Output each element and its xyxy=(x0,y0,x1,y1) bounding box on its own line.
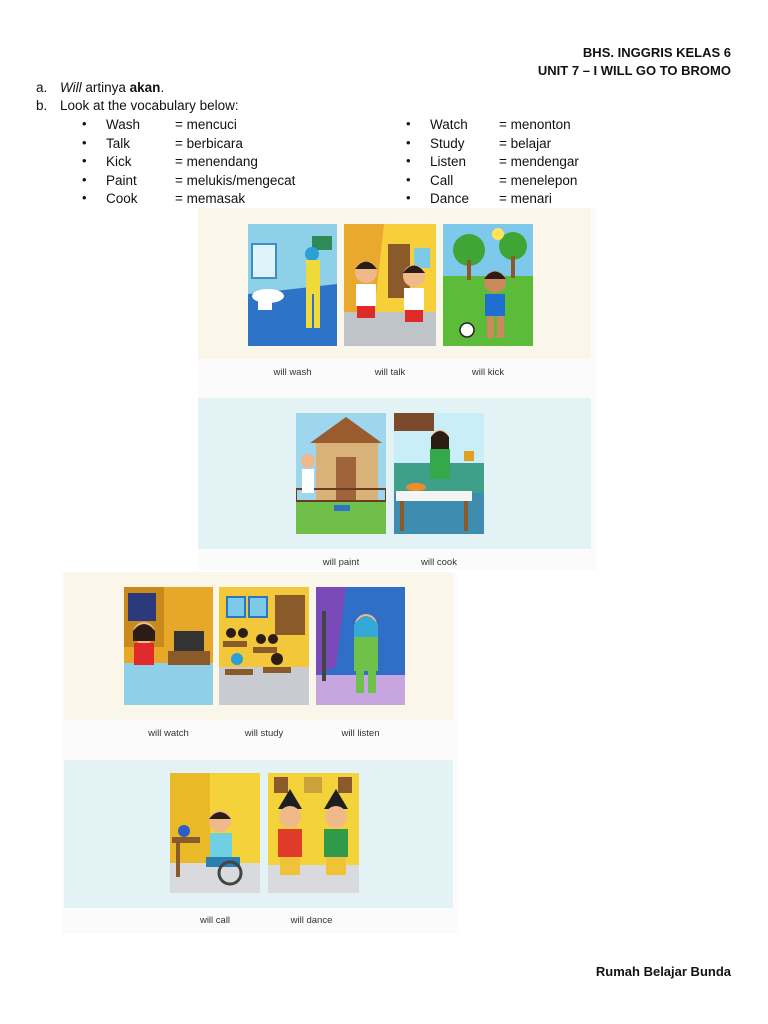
vocab-item: • Cook = memasak xyxy=(82,190,382,209)
study-illustration xyxy=(219,587,309,705)
call-illustration xyxy=(170,773,260,893)
item-a-marker: a. xyxy=(36,80,48,95)
vocab-item: • Talk = berbicara xyxy=(82,135,382,154)
caption-will-call: will call xyxy=(199,915,231,926)
header-unit: UNIT 7 – I WILL GO TO BROMO xyxy=(537,63,731,78)
watch-illustration xyxy=(124,587,213,705)
caption-will-study: will study xyxy=(244,728,284,739)
item-a-text: artinya xyxy=(81,80,130,95)
vocab-meaning: = memasak xyxy=(175,191,246,206)
vocab-item: • Study = belajar xyxy=(406,135,706,154)
vocab-meaning: = menari xyxy=(499,191,552,206)
item-a-end: . xyxy=(160,80,165,95)
talk-illustration xyxy=(344,224,436,346)
caption-will-listen: will listen xyxy=(341,728,380,739)
caption-will-cook: will cook xyxy=(421,557,457,568)
vocab-meaning: = berbicara xyxy=(175,135,243,151)
vocab-word: Cook xyxy=(106,191,138,206)
vocab-meaning: = menonton xyxy=(499,117,571,132)
caption-will-watch: will watch xyxy=(148,728,189,739)
vocab-word: Wash xyxy=(106,117,141,132)
kick-illustration xyxy=(443,224,533,346)
wash-illustration xyxy=(248,224,337,346)
item-b-text: Look at the vocabulary below: xyxy=(60,98,239,113)
vocab-item: • Dance = menari xyxy=(406,190,706,209)
vocab-meaning: = mencuci xyxy=(175,117,237,132)
vocab-word: Listen xyxy=(430,154,467,169)
vocab-item: • Listen = mendengar xyxy=(406,153,706,172)
vocab-word: Paint xyxy=(106,172,137,188)
caption-will-talk: will talk xyxy=(374,367,406,378)
vocab-word: Kick xyxy=(106,154,132,169)
dance-illustration xyxy=(268,773,359,893)
vocab-meaning: = melukis/mengecat xyxy=(175,172,296,188)
vocab-word: Dance xyxy=(430,191,470,206)
vocab-item: • Wash = mencuci xyxy=(82,116,382,135)
will-word: Will xyxy=(60,80,82,95)
item-b xyxy=(36,98,239,113)
caption-will-kick: will kick xyxy=(471,367,505,378)
akan-word: akan xyxy=(129,80,161,95)
vocab-meaning: = menendang xyxy=(175,154,258,169)
vocab-item: • Call = menelepon xyxy=(406,172,706,191)
vocab-word: Study xyxy=(430,135,465,151)
caption-will-dance: will dance xyxy=(290,915,333,926)
vocab-word: Talk xyxy=(106,135,131,151)
vocab-item: • Kick = menendang xyxy=(82,153,382,172)
paint-illustration xyxy=(296,413,386,534)
header-title: BHS. INGGRIS KELAS 6 xyxy=(582,45,731,60)
cook-illustration xyxy=(394,413,484,534)
caption-will-paint: will paint xyxy=(322,557,360,568)
vocab-item: • Paint = melukis/mengecat xyxy=(82,172,382,191)
vocab-meaning: = mendengar xyxy=(499,154,579,169)
vocab-meaning: = menelepon xyxy=(499,172,578,188)
caption-will-wash: will wash xyxy=(273,367,312,378)
vocab-word: Call xyxy=(430,172,454,188)
vocab-list-right xyxy=(406,116,706,209)
item-b-marker: b. xyxy=(36,98,48,113)
vocab-word: Watch xyxy=(430,117,468,132)
listen-illustration xyxy=(316,587,405,705)
item-a xyxy=(36,80,164,95)
vocab-list-left xyxy=(82,116,382,209)
vocab-meaning: = belajar xyxy=(499,135,552,151)
vocab-item: • Watch = menonton xyxy=(406,116,706,135)
footer-author: Rumah Belajar Bunda xyxy=(595,964,731,979)
